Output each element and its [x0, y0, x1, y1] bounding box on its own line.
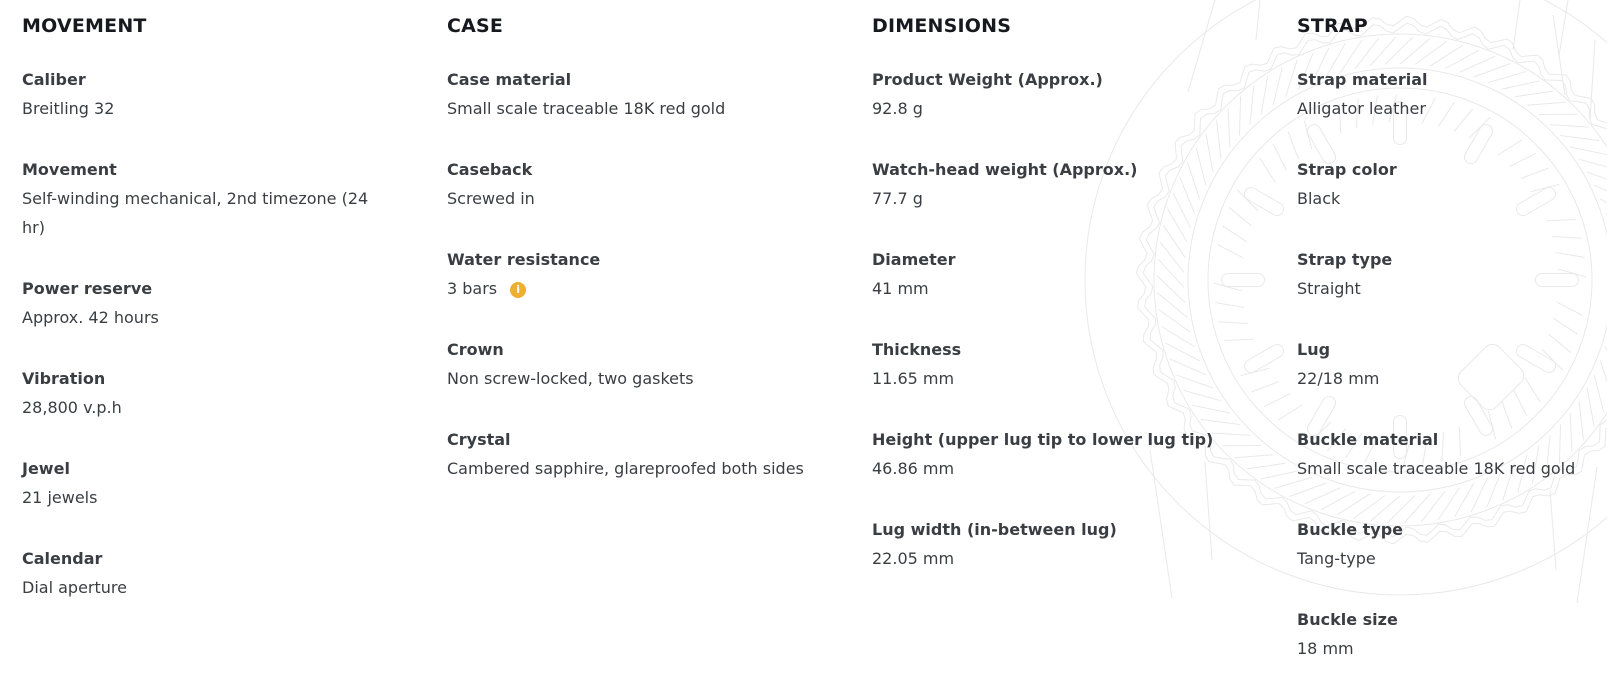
spec-value: 21 jewels — [22, 483, 388, 512]
spec-strap-type — [1297, 245, 1607, 303]
spec-label: Movement — [22, 155, 388, 184]
spec-value: Self-winding mechanical, 2nd timezone (24 hr) — [22, 184, 388, 242]
spec-label: Crystal — [447, 425, 813, 454]
spec-label: Height (upper lug tip to lower lug tip) — [872, 425, 1238, 454]
section-dimensions — [872, 13, 1238, 605]
spec-value: Straight — [1297, 274, 1607, 303]
spec-buckle-size — [1297, 605, 1607, 663]
spec-label: Buckle size — [1297, 605, 1607, 634]
section-strap — [1297, 13, 1607, 695]
spec-value: Alligator leather — [1297, 94, 1607, 123]
spec-calendar — [22, 544, 388, 602]
spec-crown — [447, 335, 813, 393]
spec-value: 22.05 mm — [872, 544, 1238, 573]
spec-value: 18 mm — [1297, 634, 1607, 663]
spec-value: Small scale traceable 18K red gold — [1297, 454, 1607, 483]
info-icon-glyph: i — [516, 283, 520, 296]
spec-thickness — [872, 335, 1238, 393]
spec-height — [872, 425, 1238, 483]
spec-label: Strap type — [1297, 245, 1607, 274]
spec-value: Tang-type — [1297, 544, 1607, 573]
spec-movement — [22, 155, 388, 242]
spec-label: Jewel — [22, 454, 388, 483]
spec-case-material — [447, 65, 813, 123]
spec-label: Watch-head weight (Approx.) — [872, 155, 1238, 184]
section-movement — [22, 13, 388, 634]
spec-label: Buckle type — [1297, 515, 1607, 544]
spec-label: Product Weight (Approx.) — [872, 65, 1238, 94]
spec-buckle-type — [1297, 515, 1607, 573]
spec-lug — [1297, 335, 1607, 393]
spec-strap-material — [1297, 65, 1607, 123]
spec-diameter — [872, 245, 1238, 303]
spec-label: Caseback — [447, 155, 813, 184]
spec-label: Vibration — [22, 364, 388, 393]
info-icon[interactable] — [510, 282, 526, 298]
spec-crystal — [447, 425, 813, 483]
spec-label: Power reserve — [22, 274, 388, 303]
spec-value: Cambered sapphire, glareproofed both sides — [447, 454, 813, 483]
spec-label: Strap color — [1297, 155, 1607, 184]
spec-value: 11.65 mm — [872, 364, 1238, 393]
spec-strap-color — [1297, 155, 1607, 213]
spec-value: Dial aperture — [22, 573, 388, 602]
spec-value: 41 mm — [872, 274, 1238, 303]
spec-buckle-material — [1297, 425, 1607, 483]
spec-label: Thickness — [872, 335, 1238, 364]
spec-product-weight — [872, 65, 1238, 123]
spec-value: 92.8 g — [872, 94, 1238, 123]
spec-value: Breitling 32 — [22, 94, 388, 123]
spec-label: Lug width (in-between lug) — [872, 515, 1238, 544]
spec-label: Strap material — [1297, 65, 1607, 94]
spec-jewel — [22, 454, 388, 512]
spec-value: Screwed in — [447, 184, 813, 213]
spec-water-resistance — [447, 245, 813, 303]
section-title-movement: MOVEMENT — [22, 13, 388, 39]
section-title-strap: STRAP — [1297, 13, 1607, 39]
spec-vibration — [22, 364, 388, 422]
spec-value: 46.86 mm — [872, 454, 1238, 483]
section-title-dimensions: DIMENSIONS — [872, 13, 1238, 39]
spec-label: Crown — [447, 335, 813, 364]
spec-label: Caliber — [22, 65, 388, 94]
section-title-case: CASE — [447, 13, 813, 39]
spec-value: 77.7 g — [872, 184, 1238, 213]
spec-value: Black — [1297, 184, 1607, 213]
spec-label: Water resistance — [447, 245, 813, 274]
spec-label: Diameter — [872, 245, 1238, 274]
spec-value: Small scale traceable 18K red gold — [447, 94, 813, 123]
spec-value: Non screw-locked, two gaskets — [447, 364, 813, 393]
spec-caliber — [22, 65, 388, 123]
spec-caseback — [447, 155, 813, 213]
spec-power-reserve — [22, 274, 388, 332]
spec-value: 22/18 mm — [1297, 364, 1607, 393]
spec-label: Lug — [1297, 335, 1607, 364]
spec-value — [447, 274, 813, 303]
spec-lug-width — [872, 515, 1238, 573]
spec-value-text: 3 bars — [447, 279, 497, 298]
spec-value: 28,800 v.p.h — [22, 393, 388, 422]
section-case — [447, 13, 813, 515]
spec-label: Calendar — [22, 544, 388, 573]
spec-watch-head-weight — [872, 155, 1238, 213]
spec-label: Buckle material — [1297, 425, 1607, 454]
spec-label: Case material — [447, 65, 813, 94]
spec-value: Approx. 42 hours — [22, 303, 388, 332]
